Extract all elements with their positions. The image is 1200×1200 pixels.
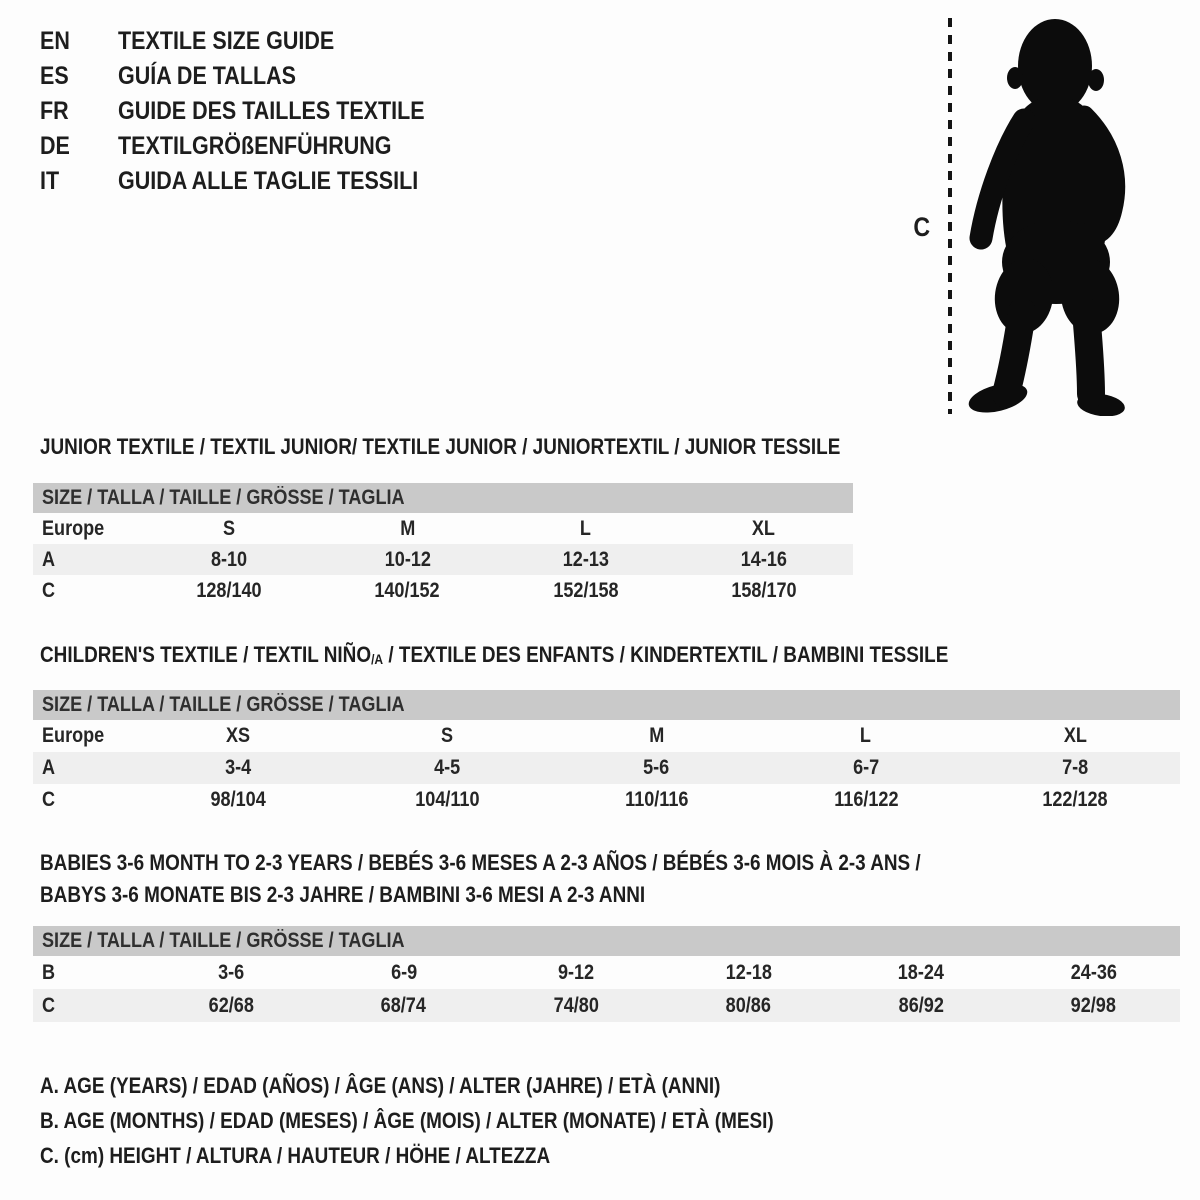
language-title: GUIDA ALLE TAGLIE TESSILI [118, 167, 419, 195]
babies-section-heading-line2: BABYS 3-6 MONATE BIS 2-3 JAHRE / BAMBINI 3-6 MESI A 2-3 ANNI [40, 882, 646, 907]
height-cell: 116/122 [833, 788, 899, 811]
age-cell: 12-18 [725, 960, 772, 984]
size-cell: S [441, 724, 454, 747]
height-cell: 128/140 [196, 578, 262, 602]
table-row [33, 752, 1180, 784]
age-cell: 8-10 [211, 547, 248, 571]
junior-section-heading: JUNIOR TEXTILE / TEXTIL JUNIOR/ TEXTILE JUNIOR / JUNIORTEXTIL / JUNIOR TESSILE [40, 434, 841, 459]
table-row [33, 544, 853, 575]
language-title-list [40, 24, 475, 199]
size-cell: XS [225, 724, 250, 747]
table-row [33, 720, 1180, 752]
age-cell: 6-7 [852, 756, 879, 779]
size-cell: XL [752, 516, 776, 540]
size-cell: L [860, 724, 872, 747]
junior-size-table [33, 483, 853, 606]
age-cell: 6-9 [390, 960, 417, 984]
table-row [33, 575, 853, 606]
language-code: DE [40, 132, 70, 160]
row-label: A [42, 547, 56, 571]
language-row-it [40, 164, 475, 199]
age-cell: 12-13 [562, 547, 609, 571]
age-cell: 9-12 [558, 960, 595, 984]
language-title: TEXTILGRÖßENFÜHRUNG [118, 132, 392, 160]
table-row [33, 989, 1180, 1022]
row-label: C [42, 788, 56, 811]
size-cell: S [223, 516, 236, 540]
height-cell: 68/74 [381, 993, 427, 1017]
size-cell: L [580, 516, 592, 540]
height-cell: 86/92 [898, 993, 944, 1017]
language-title: TEXTILE SIZE GUIDE [118, 27, 335, 55]
language-row-en [40, 24, 475, 59]
height-measure-label: C [913, 212, 931, 242]
measure-legend [40, 1068, 893, 1173]
size-cell: M [648, 724, 665, 747]
height-cell: 62/68 [208, 993, 254, 1017]
language-row-fr [40, 94, 475, 129]
children-section-heading: CHILDREN'S TEXTILE / TEXTIL NIÑO/A / TEXTILE DES ENFANTS / KINDERTEXTIL / BAMBINI TESSILE [40, 642, 949, 667]
age-cell: 10-12 [384, 547, 431, 571]
babies-table-header: SIZE / TALLA / TAILLE / GRÖSSE / TAGLIA [33, 926, 1180, 956]
age-cell: 14-16 [740, 547, 787, 571]
legend-line-a: A. AGE (YEARS) / EDAD (AÑOS) / ÂGE (ANS) / ALTER (JAHRE) / ETÀ (ANNI) [40, 1073, 721, 1098]
age-cell: 24-36 [1070, 960, 1117, 984]
table-row [33, 956, 1180, 989]
junior-table-header: SIZE / TALLA / TAILLE / GRÖSSE / TAGLIA [33, 483, 853, 513]
height-dashed-line [948, 18, 952, 414]
nino-a-subscript: /A [371, 651, 384, 667]
age-cell: 3-4 [224, 756, 251, 779]
age-cell: 5-6 [643, 756, 670, 779]
row-label: C [42, 993, 56, 1017]
age-cell: 18-24 [898, 960, 945, 984]
height-cell: 152/158 [552, 578, 619, 602]
row-label: A [42, 756, 56, 779]
children-table-header: SIZE / TALLA / TAILLE / GRÖSSE / TAGLIA [33, 690, 1180, 720]
height-cell: 158/170 [731, 578, 797, 602]
legend-line-b: B. AGE (MONTHS) / EDAD (MESES) / ÂGE (MOIS) / ALTER (MONATE) / ETÀ (MESI) [40, 1108, 774, 1133]
age-cell: 4-5 [434, 756, 461, 779]
row-label: Europe [42, 516, 105, 540]
language-code: FR [40, 97, 69, 125]
language-code: EN [40, 27, 70, 55]
table-row [33, 784, 1180, 816]
height-cell: 140/152 [374, 578, 441, 602]
language-row-de [40, 129, 475, 164]
table-row [33, 513, 853, 544]
age-cell: 7-8 [1062, 756, 1089, 779]
height-cell: 80/86 [726, 993, 772, 1017]
language-code: ES [40, 62, 69, 90]
row-label: Europe [42, 724, 105, 747]
height-cell: 104/110 [414, 788, 480, 811]
size-cell: M [399, 516, 415, 540]
size-cell: XL [1063, 724, 1087, 747]
toddler-silhouette-icon [962, 16, 1137, 416]
children-size-table [33, 690, 1180, 816]
age-cell: 3-6 [218, 960, 245, 984]
row-label: B [42, 960, 56, 984]
language-title: GUIDE DES TAILLES TEXTILE [118, 97, 425, 125]
babies-size-table [33, 926, 1180, 1022]
legend-line-c: C. (cm) HEIGHT / ALTURA / HAUTEUR / HÖHE / ALTEZZA [40, 1143, 551, 1168]
babies-section-heading-line1: BABIES 3-6 MONTH TO 2-3 YEARS / BEBÉS 3-6 MESES A 2-3 AÑOS / BÉBÉS 3-6 MOIS À 2-3 ANS / [40, 850, 921, 875]
height-cell: 92/98 [1071, 993, 1117, 1017]
row-label: C [42, 578, 56, 602]
height-cell: 98/104 [210, 788, 266, 811]
height-cell: 110/116 [624, 788, 689, 811]
height-cell: 74/80 [553, 993, 599, 1017]
height-cell: 122/128 [1042, 788, 1108, 811]
language-code: IT [40, 167, 60, 195]
language-title: GUÍA DE TALLAS [118, 62, 296, 90]
language-row-es [40, 59, 475, 94]
